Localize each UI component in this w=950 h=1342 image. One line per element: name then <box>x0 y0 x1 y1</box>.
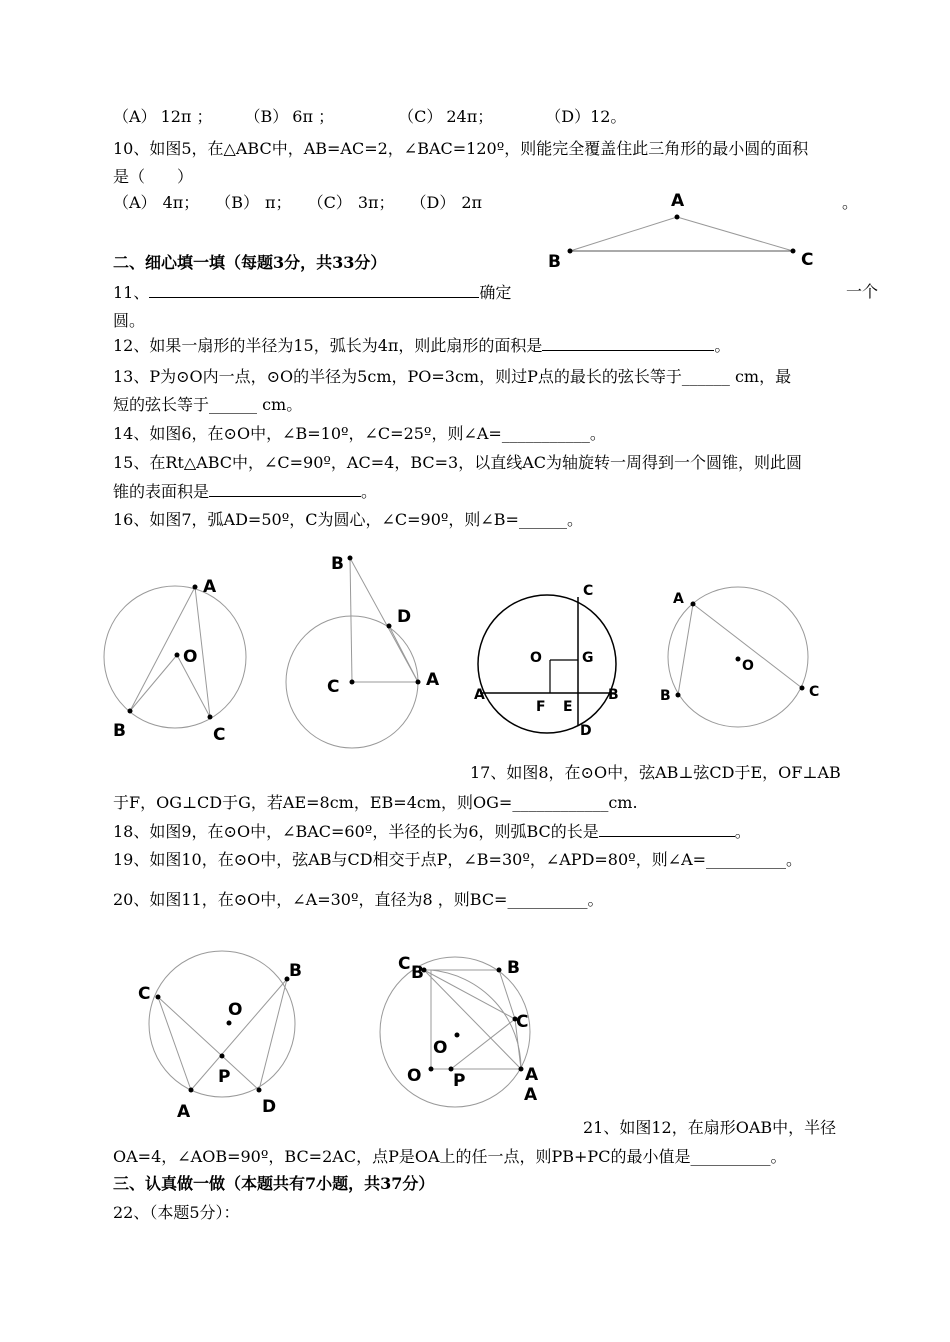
q9-option-d: （D）12。 <box>553 107 627 126</box>
section-3-note: （本题共有7小题，共37分） <box>225 1174 435 1193</box>
figure-10 <box>130 945 320 1125</box>
q15-blank[interactable] <box>209 480 361 497</box>
fig6-label-b: B <box>113 721 126 741</box>
fig5-label-c: C <box>801 250 814 270</box>
q22: 22、（本题5分）： <box>113 1203 240 1222</box>
q11-end: 一个 <box>846 282 879 301</box>
q12 <box>113 334 730 357</box>
section-2-title: 二、细心填一填 <box>113 253 226 272</box>
fig12-label-b2: B <box>507 958 520 978</box>
q18 <box>113 820 751 843</box>
fig8-label-c: C <box>583 583 594 599</box>
fig9-label-b: B <box>660 688 671 704</box>
q9-option-a: （A） <box>113 107 157 126</box>
q18-text: 18、如图9，在⊙O中，∠BAC=60º，半径的长为6，则弧BC的长是 <box>113 822 599 841</box>
fig10-label-p: P <box>218 1067 231 1087</box>
fig8-label-e: E <box>563 699 573 715</box>
section-2-heading <box>113 252 386 274</box>
q12-end: 。 <box>714 336 731 355</box>
q12-blank[interactable] <box>542 334 714 351</box>
q15-end: 。 <box>361 482 378 501</box>
fig6-label-o: O <box>183 647 198 667</box>
fig6-label-a: A <box>203 577 217 597</box>
fig8-label-d: D <box>580 723 592 739</box>
q17-line1: 17、如图8，在⊙O中，弦AB⊥弦CD于E，OF⊥AB <box>470 763 841 782</box>
fig7-label-b: B <box>331 554 344 574</box>
fig12-label-a2: A <box>524 1085 538 1105</box>
fig8-label-b: B <box>608 687 619 703</box>
q10-option-a-value: 4π； <box>162 193 200 212</box>
q15-line2 <box>113 480 377 503</box>
fig7-label-a: A <box>426 670 440 690</box>
q11-blank[interactable] <box>149 281 479 298</box>
figure-5 <box>540 185 840 275</box>
fig9-label-a: A <box>673 591 684 607</box>
fig5-label-b: B <box>548 252 561 272</box>
fig7-label-c: C <box>327 677 340 697</box>
q10-options <box>113 192 482 214</box>
q11-mid: 确定 <box>479 283 512 302</box>
q10-option-d: （D） <box>418 193 456 212</box>
fig8-label-g: G <box>582 650 594 666</box>
q9-option-c-value: 24π； <box>446 107 494 126</box>
q10-option-d-value: 2π <box>461 193 483 212</box>
fig10-label-d: D <box>262 1097 277 1117</box>
q15-line1: 15、在Rt△ABC中，∠C=90º，AC=4，BC=3，以直线AC为轴旋转一周得到一个圆锥，则此圆 <box>113 453 802 472</box>
q10-line1: 10、如图5，在△ABC中，AB=AC=2，∠BAC=120º，则能完全覆盖住此三角形的最小圆的面积 <box>113 139 809 158</box>
q18-end: 。 <box>734 822 751 841</box>
q20: 20、如图11，在⊙O中，∠A=30º，直径为8 ，则BC=__________。 <box>113 890 604 909</box>
fig8-label-o: O <box>530 650 542 666</box>
q9-option-b-value: 6π ； <box>292 107 335 126</box>
q11-line2: 圆。 <box>113 311 146 330</box>
q14: 14、如图6，在⊙O中，∠B=10º，∠C=25º，则∠A=___________。 <box>113 424 606 443</box>
q16: 16、如图7，弧AD=50º，C为圆心，∠C=90º，则∠B=______。 <box>113 510 583 529</box>
figure-6 <box>100 570 260 750</box>
fig10-label-o: O <box>228 1000 243 1020</box>
q17-line2: 于F，OG⊥CD于G，若AE=8cm，EB=4cm，则OG=____________cm. <box>113 793 638 812</box>
q11-number: 11、 <box>113 283 150 302</box>
q10-end: 。 <box>842 193 859 212</box>
q9-options <box>113 106 626 128</box>
fig9-label-c: C <box>809 684 820 700</box>
figure-7 <box>280 545 460 755</box>
section-3-title: 三、认真做一做 <box>113 1174 226 1193</box>
q9-option-b: （B） <box>252 107 289 126</box>
fig12-label-o1: O <box>433 1038 448 1058</box>
q9-option-a-value: 12π ； <box>160 107 213 126</box>
fig10-label-b: B <box>289 961 302 981</box>
fig8-label-a: A <box>474 687 485 703</box>
q10-option-b: （B） <box>223 193 260 212</box>
figure-11-12 <box>375 945 575 1115</box>
q13-line1: 13、P为⊙O内一点，⊙O的半径为5cm，PO=3cm，则过P点的最长的弦长等于______ cm，最 <box>113 367 792 386</box>
q21-line2: OA=4，∠AOB=90º，BC=2AC，点P是OA上的任一点，则PB+PC的最小值是__________。 <box>113 1147 787 1166</box>
q11-line1 <box>113 281 511 304</box>
section-2-note: （每题3分，共33分） <box>225 253 387 272</box>
q10-option-c-value: 3π； <box>357 193 395 212</box>
q9-option-c: （C） <box>406 107 443 126</box>
q10-line2: 是（ ） <box>113 167 194 186</box>
fig12-label-c1: C <box>398 954 411 974</box>
q19: 19、如图10，在⊙O中，弦AB与CD相交于点P，∠B=30º，∠APD=80º，则∠A=__________。 <box>113 850 803 869</box>
fig7-label-d: D <box>397 607 412 627</box>
q13-line2: 短的弦长等于______ cm。 <box>113 395 303 414</box>
q10-option-a: （A） <box>113 193 157 212</box>
fig6-label-c: C <box>213 725 226 745</box>
fig12-label-c2: C <box>516 1012 529 1032</box>
q18-blank[interactable] <box>599 820 735 837</box>
fig9-label-o: O <box>742 658 754 674</box>
fig12-label-b1: B <box>411 963 424 983</box>
figure-9 <box>655 580 835 740</box>
fig12-label-o2: O <box>407 1066 422 1086</box>
q12-text: 12、如果一扇形的半径为15，弧长为4π，则此扇形的面积是 <box>113 336 543 355</box>
q10-option-b-value: π； <box>265 193 292 212</box>
fig5-label-a: A <box>671 191 685 211</box>
q10-option-c: （C） <box>315 193 352 212</box>
fig10-label-a: A <box>177 1102 191 1122</box>
fig12-label-p: P <box>453 1071 466 1091</box>
fig8-label-f: F <box>536 699 546 715</box>
q21-line1: 21、如图12，在扇形OAB中，半径 <box>583 1118 837 1137</box>
q15-line2-text: 锥的表面积是 <box>113 482 210 501</box>
fig10-label-c: C <box>138 984 151 1004</box>
figure-8 <box>468 575 638 745</box>
fig12-label-a1: A <box>525 1065 539 1085</box>
section-3-heading <box>113 1173 434 1195</box>
